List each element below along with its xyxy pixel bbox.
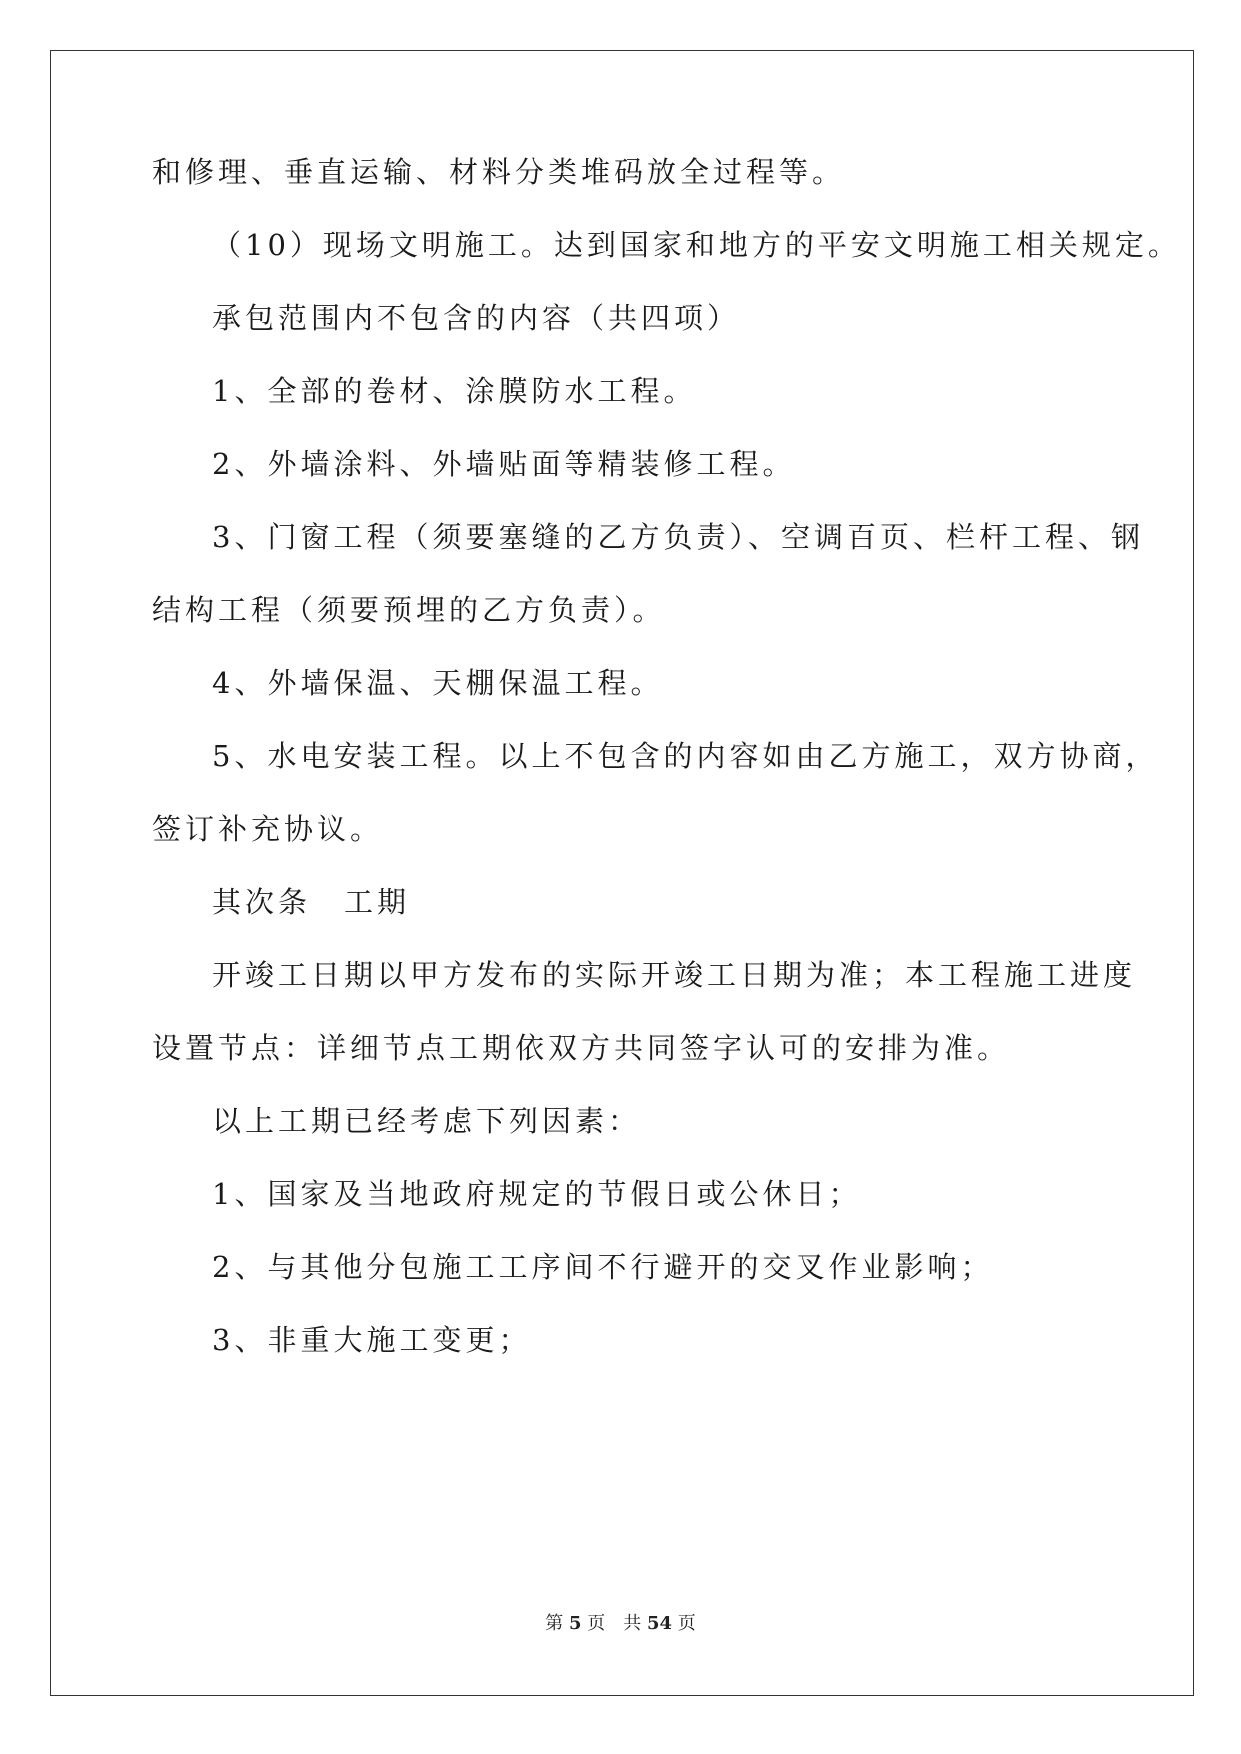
text-line: 1、国家及当地政府规定的节假日或公休日； xyxy=(212,1177,862,1211)
text-line: 和修理、垂直运输、材料分类堆码放全过程等。 xyxy=(152,155,846,189)
text-line: 2、与其他分包施工工序间不行避开的交叉作业影响； xyxy=(212,1250,994,1284)
text-line: 4、外墙保温、天棚保温工程。 xyxy=(212,666,664,700)
text-line: 3、门窗工程（须要塞缝的乙方负责）、空调百页、栏杆工程、钢 xyxy=(212,520,1144,554)
text-line: 以上工期已经考虑下列因素： xyxy=(212,1104,642,1138)
text-line: 结构工程（须要预埋的乙方负责）。 xyxy=(152,593,666,627)
text-line: 承包范围内不包含的内容（共四项） xyxy=(212,301,741,335)
page-number: 5 xyxy=(568,1613,582,1634)
text-line: 签订补充协议。 xyxy=(152,812,384,846)
page-border xyxy=(50,50,1194,1696)
text-line: 5、水电安装工程。以上不包含的内容如由乙方施工，双方协商， xyxy=(212,739,1159,773)
text-line: （10）现场文明施工。达到国家和地方的平安文明施工相关规定。 xyxy=(212,228,1181,262)
footer-suffix: 页 xyxy=(677,1613,696,1634)
footer-prefix: 第 xyxy=(545,1613,564,1634)
text-line: 3、非重大施工变更； xyxy=(212,1323,532,1357)
page-footer xyxy=(0,1612,1241,1636)
total-pages: 54 xyxy=(646,1613,673,1634)
section-heading: 其次条 工期 xyxy=(212,885,411,919)
text-line: 开竣工日期以甲方发布的实际开竣工日期为准；本工程施工进度 xyxy=(212,958,1137,992)
text-line: 2、外墙涂料、外墙贴面等精装修工程。 xyxy=(212,447,796,481)
text-line: 设置节点：详细节点工期依双方共同签字认可的安排为准。 xyxy=(152,1031,1011,1065)
text-line: 1、全部的卷材、涂膜防水工程。 xyxy=(212,374,697,408)
footer-middle: 页 共 xyxy=(587,1613,642,1634)
